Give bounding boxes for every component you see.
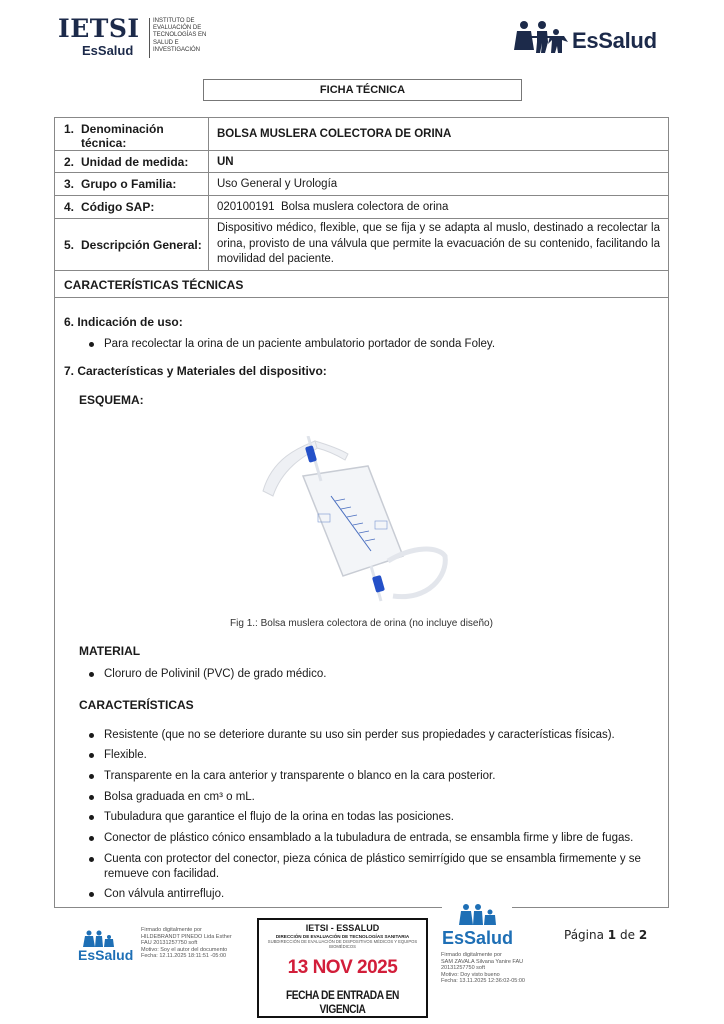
bullet-icon: [89, 795, 94, 800]
current-page: 1: [607, 928, 617, 942]
section-7-title: 7. Características y Materiales del dispositivo:: [64, 364, 327, 378]
right-digital-signature: Firmado digitalmente por SAM ZAVALA Silvana Yanire FAU 20131257750 soft Motivo: Doy visto bueno Fecha: 13.11.2025 12:36:02-05:00: [441, 952, 525, 984]
bullet-icon: [89, 857, 94, 862]
row-label-line1: Denominación: [81, 122, 164, 136]
row-label-text: Código SAP:: [81, 200, 155, 214]
section-6-title: 6. Indicación de uso:: [64, 315, 183, 329]
row-value: Uso General y Urología: [217, 178, 338, 190]
caracteristicas-title: CARACTERÍSTICAS: [79, 698, 194, 712]
ietsi-logo-description: INSTITUTO DE EVALUACIÓN DE TECNOLOGÍAS EN SALUD E INVESTIGACIÓN: [153, 18, 207, 53]
ietsi-logo-title: IETSI: [58, 14, 140, 43]
bullet-icon: [89, 815, 94, 820]
essalud-logo-text: EsSalud: [572, 28, 657, 53]
stamp-dept: DIRECCIÓN DE EVALUACIÓN DE TECNOLOGÍAS SANITARIA: [275, 934, 410, 939]
validity-stamp: [257, 918, 428, 1018]
table-row-codigo-sap: [55, 196, 668, 219]
bullet-icon: [89, 892, 94, 897]
technical-sheet-frame: 1. Denominación técnica: BOLSA MUSLERA COLECTORA DE ORINA 2. Unidad de medida: UN 3. Grupo o Familia: Uso General y Urología 4. Código SAP: 020100191 Bolsa muslera colectora de orina 5. Descripción General: Dispositivo médico, flexible, que se fija y se adapta al muslo, destinado a recolectar la orina, provisto de una válvula que permite la evacuación de su contenido, facilitando la movilidad del paciente. CARACTERÍSTICAS TÉCNICAS 6. Indicación de uso: Para recolectar la orina de un paciente ambulatorio portador de sonda Foley. 7. Características y Materiales del dispositivo: ESQUEMA: Fig 1.: Bolsa muslera colectora de orina (no incluye diseño) MATERIAL Cloruro de Polivinil (PVC) de grado médico. CARACTERÍSTICAS Resistente (que no se deteriore durante su uso sin perder sus propiedades y características físicas). Flexible. Transparente en la cara anterior y transparente o blanco en la cara posterior. Bolsa graduada en cm³ o mL. Tubuladura que garantice el flujo de la orina en todas las posiciones. Conector de plástico cónico ensamblado a la tubuladura de entrada, se ensambla firme y libre de fugas. Cuenta con protector del conector, pieza cónica de plástico semirrígido que se ensambla firmemente y se remueve con facilidad. Con válvula antirreflujo.: [54, 117, 669, 908]
row-label: [55, 219, 209, 270]
row-label-text: Descripción General:: [81, 237, 202, 252]
row-label-text: Unidad de medida:: [81, 154, 189, 169]
esquema-label: ESQUEMA:: [79, 393, 144, 407]
footer-logo-text: EsSalud: [442, 928, 514, 948]
bullet-icon: [89, 733, 94, 738]
family-icon: [82, 930, 116, 948]
strap-bottom: [388, 549, 445, 597]
row-label: [55, 118, 209, 150]
outlet-valve: [371, 566, 385, 601]
row-value: Dispositivo médico, flexible, que se fija y se adapta al muslo, destinado a recolectar la orina, provisto de una válvula que permite la evacuación de su contenido, facilitando la movilidad del paciente.: [217, 222, 660, 266]
row-number: 3.: [64, 177, 75, 191]
material-title: MATERIAL: [79, 644, 141, 658]
family-icon: [512, 20, 570, 54]
total-pages: 2: [638, 928, 648, 942]
row-label-line2: técnica:: [81, 136, 127, 150]
bullet-icon: [89, 342, 94, 347]
left-digital-signature: Firmado digitalmente por HILDEBRANDT PINEDO Lida Esther FAU 20131257750 soft Motivo: Soy el autor del documento Fecha: 12.11.2025 18:11:51 -05:00: [141, 927, 232, 959]
figure-caption: Fig 1.: Bolsa muslera colectora de orina (no incluye diseño): [230, 618, 493, 629]
row-label: [55, 173, 209, 195]
footer-essalud-logo-right: [442, 904, 512, 952]
page-number: Página 1 de 2: [564, 928, 648, 942]
row-number: 2.: [64, 154, 75, 169]
bullet-icon: [89, 774, 94, 779]
row-label-text: Grupo o Familia:: [81, 177, 177, 191]
footer-essalud-logo-left: [78, 930, 134, 970]
row-label: [55, 196, 209, 218]
document-title: FICHA TÉCNICA: [203, 79, 522, 101]
ietsi-logo-subtitle: EsSalud: [82, 43, 134, 58]
row-number: 1.: [64, 122, 75, 136]
leg-bag-image: [253, 436, 453, 606]
table-row-grupo: [55, 173, 668, 196]
section-header: CARACTERÍSTICAS TÉCNICAS: [64, 278, 244, 292]
stamp-label: FECHA DE ENTRADA EN VIGENCIA: [285, 988, 399, 1016]
footer-logo-text: EsSalud: [78, 947, 134, 963]
family-icon: [458, 904, 498, 926]
essalud-logo: [512, 20, 672, 60]
table-row-descripcion: [55, 219, 668, 271]
row-number: 4.: [64, 200, 75, 214]
bullet-icon: [89, 753, 94, 758]
table-row-unidad: [55, 151, 668, 173]
row-value: 020100191 Bolsa muslera colectora de orina: [217, 201, 449, 213]
bullet-icon: [89, 836, 94, 841]
row-value: BOLSA MUSLERA COLECTORA DE ORINA: [217, 128, 452, 140]
table-row-denominacion: [55, 118, 668, 151]
stamp-date: 13 NOV 2025: [287, 957, 398, 978]
section-header-row: [55, 271, 668, 298]
row-label: [55, 151, 209, 172]
ietsi-logo-separator: [149, 18, 150, 58]
ietsi-logo: [58, 16, 208, 60]
row-value: UN: [217, 155, 234, 168]
bullet-icon: [89, 672, 94, 677]
stamp-subdept: SUBDIRECCIÓN DE EVALUACIÓN DE DISPOSITIVOS MÉDICOS Y EQUIPOS BIOMÉDICOS: [267, 939, 418, 949]
row-number: 5.: [64, 237, 75, 252]
stamp-org: IETSI - ESSALUD: [305, 923, 380, 933]
